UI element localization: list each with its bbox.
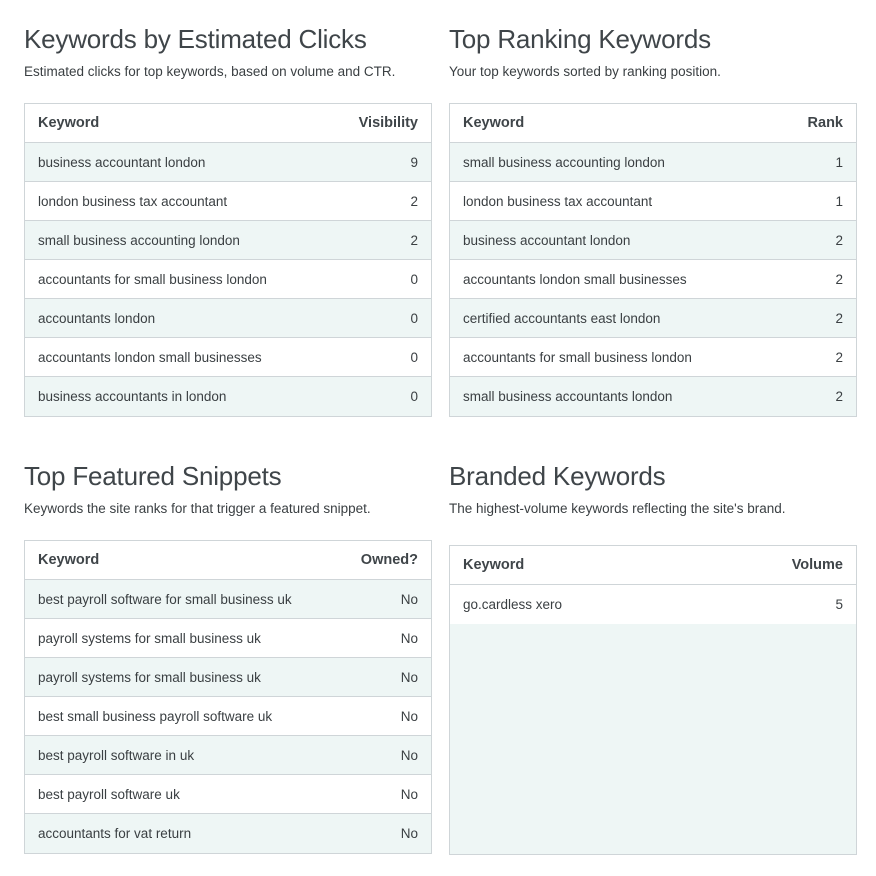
- table-row: [25, 814, 431, 853]
- column-header-keyword[interactable]: Keyword: [463, 115, 525, 131]
- table-header: [25, 541, 431, 580]
- keyword-cell: best small business payroll software uk: [38, 708, 273, 724]
- keyword-cell: accountants for small business london: [463, 349, 692, 365]
- table-row: [25, 260, 431, 299]
- table-row: [25, 299, 431, 338]
- keyword-cell: best payroll software in uk: [38, 747, 195, 763]
- column-header-keyword[interactable]: Keyword: [463, 557, 525, 573]
- table-row: [25, 619, 431, 658]
- panel-title: Top Ranking Keywords: [449, 24, 711, 54]
- value-cell: 2: [835, 349, 843, 365]
- value-cell: No: [400, 591, 418, 607]
- value-cell: No: [400, 630, 418, 646]
- keyword-cell: small business accounting london: [463, 154, 665, 170]
- keyword-cell: go.cardless xero: [463, 597, 563, 612]
- keyword-cell: best payroll software for small business uk: [38, 591, 292, 607]
- keyword-cell: small business accountants london: [463, 389, 673, 404]
- panel-subtitle: The highest-volume keywords reflecting the site's brand.: [449, 501, 786, 516]
- keyword-cell: accountants for vat return: [38, 826, 192, 841]
- column-header-owned[interactable]: Owned?: [360, 552, 418, 568]
- table-row: [450, 182, 856, 221]
- value-cell: 1: [835, 193, 843, 209]
- snippets-table: [24, 540, 432, 854]
- value-cell: 2: [410, 193, 418, 209]
- value-cell: 1: [835, 154, 843, 170]
- keyword-cell: accountants for small business london: [38, 271, 267, 287]
- value-cell: No: [400, 669, 418, 685]
- value-cell: 0: [410, 271, 418, 287]
- column-header-keyword[interactable]: Keyword: [38, 115, 100, 131]
- value-cell: 0: [410, 310, 418, 326]
- table-row: [25, 775, 431, 814]
- table-row: [25, 658, 431, 697]
- keyword-cell: accountants london: [38, 310, 156, 326]
- table-row: [25, 736, 431, 775]
- keyword-cell: accountants london small businesses: [463, 271, 687, 287]
- keyword-cell: payroll systems for small business uk: [38, 669, 261, 685]
- value-cell: No: [400, 786, 418, 802]
- keyword-cell: london business tax accountant: [463, 193, 653, 209]
- value-cell: 5: [835, 597, 843, 612]
- keyword-cell: small business accounting london: [38, 232, 240, 248]
- table-row: [25, 338, 431, 377]
- table-row: [450, 221, 856, 260]
- value-cell: 2: [835, 232, 843, 248]
- value-cell: No: [400, 747, 418, 763]
- table-row: [25, 221, 431, 260]
- table-row: [450, 143, 856, 182]
- panel-subtitle: Your top keywords sorted by ranking position.: [449, 64, 721, 79]
- value-cell: 0: [410, 389, 418, 404]
- table-row: [450, 299, 856, 338]
- keyword-cell: best payroll software uk: [38, 786, 180, 802]
- keywords-by-clicks-panel: [24, 22, 432, 404]
- value-cell: 2: [410, 232, 418, 248]
- keyword-cell: certified accountants east london: [463, 310, 661, 326]
- table-row: [450, 260, 856, 299]
- table-row: [25, 143, 431, 182]
- value-cell: 2: [835, 271, 843, 287]
- value-cell: 0: [410, 349, 418, 365]
- keyword-cell: accountants london small businesses: [38, 349, 262, 365]
- top-ranking-keywords-panel: [449, 22, 857, 404]
- keyword-cell: business accountant london: [463, 232, 631, 248]
- column-header-keyword[interactable]: Keyword: [38, 552, 100, 568]
- table-row: [25, 580, 431, 619]
- ranking-table: [449, 103, 857, 417]
- keyword-cell: london business tax accountant: [38, 193, 228, 209]
- value-cell: No: [400, 826, 418, 841]
- value-cell: No: [400, 708, 418, 724]
- table-row: [450, 338, 856, 377]
- panel-title: Top Featured Snippets: [24, 461, 282, 491]
- value-cell: 2: [835, 310, 843, 326]
- column-header-rank[interactable]: Rank: [807, 115, 843, 131]
- table-header: [450, 546, 856, 585]
- branded-keywords-panel: [449, 459, 857, 612]
- panel-subtitle: Estimated clicks for top keywords, based on volume and CTR.: [24, 64, 396, 79]
- table-header: [450, 104, 856, 143]
- branded-table: [449, 545, 857, 855]
- keyword-cell: payroll systems for small business uk: [38, 630, 261, 646]
- table-row: [450, 377, 856, 416]
- table-row: [25, 377, 431, 416]
- value-cell: 2: [835, 389, 843, 404]
- table-row: [25, 697, 431, 736]
- value-cell: 9: [410, 154, 418, 170]
- featured-snippets-panel: [24, 459, 432, 841]
- keyword-cell: business accountant london: [38, 154, 206, 170]
- column-header-volume[interactable]: Volume: [791, 557, 843, 573]
- panel-subtitle: Keywords the site ranks for that trigger a featured snippet.: [24, 501, 371, 516]
- keywords-table: [24, 103, 432, 417]
- keyword-cell: business accountants in london: [38, 389, 227, 404]
- table-header: [25, 104, 431, 143]
- table-row: [25, 182, 431, 221]
- panel-title: Branded Keywords: [449, 461, 666, 491]
- column-header-visibility[interactable]: Visibility: [358, 115, 418, 131]
- panel-title: Keywords by Estimated Clicks: [24, 24, 367, 54]
- table-row: [450, 585, 856, 624]
